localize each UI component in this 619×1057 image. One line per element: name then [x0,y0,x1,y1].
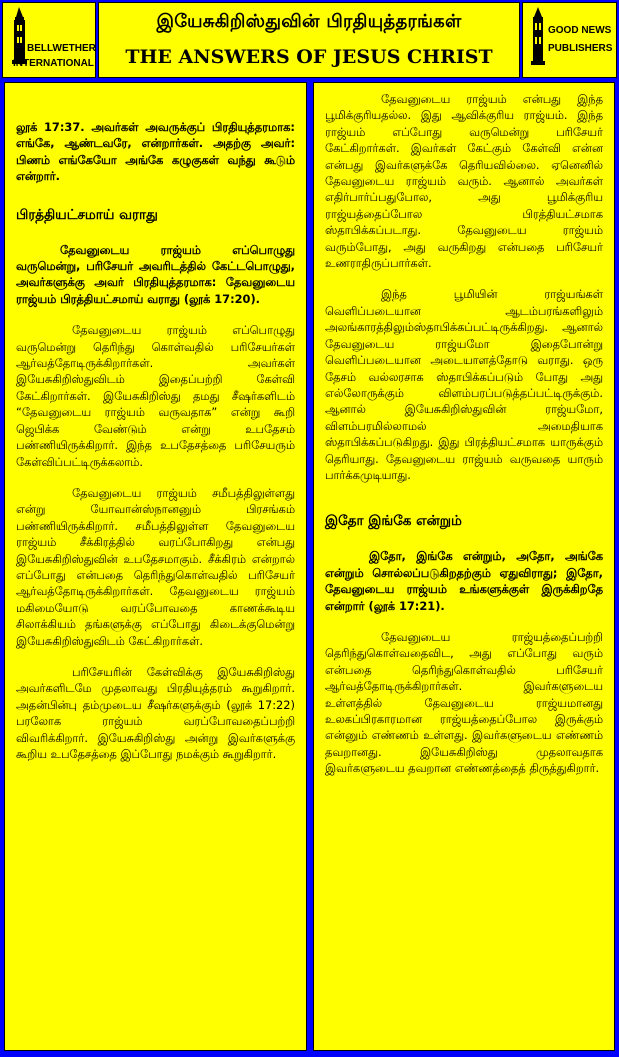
left-column [4,82,307,1051]
right-column [313,82,615,1051]
page-header [0,0,619,80]
title-english: THE ANSWERS OF JESUS CHRIST [125,46,493,68]
title-tamil: இயேசுகிறிஸ்துவின் பிரதியுத்தரங்கள் [156,11,462,32]
title-banner [98,2,520,78]
logo-right-line1: GOOD NEWS [548,25,612,36]
logo-right-line2: PUBLISHERS [548,43,613,54]
logo-left-line1: BELLWETHER [27,43,96,54]
good-news-logo-icon [523,3,618,79]
paragraph: தேவனுடைய ராஜ்யம் எப்பொழுது வருமென்று தெரிந்து கொள்வதில் பரிசேயர்கள் ஆர்வத்தோடிருக்கிறார்கள். அவர்கள் இயேசுகிறிஸ்துவிடம் இதைப்பற்றி கேள்வி கேட்கிறார்கள். இயேசுகிறிஸ்து தமது சீஷர்களிடம் “தேவனுடைய ராஜ்யம் வருவதாக” என்று கூறி ஜெபிக்க வேண்டும் என்று உபதேசம் பண்ணியிருக்கிறார். இந்த உபதேசத்தை பரிசேயரும் கேள்விப்பட்டிருக்கலாம். [16,323,295,469]
paragraph: இந்த பூமியின் ராஜ்யங்கள் வெளிப்படையான ஆடம்பரங்களிலும் அலங்காரத்திலும்ஸ்தாபிக்கப்பட்டிருக்கிறது. ஆனால் தேவனுடைய ராஜ்யமோ இதைபோன்று வெளிப்படையான அடையாளத்தோடு வராது. ஒரு தேசம் வல்லரசாக ஸ்தாபிக்கப்படும் போது அது எல்லோருக்கும் விளம்பரப்படுத்தப்பட்டிருக்கும். ஆனால் இயேசுகிறிஸ்துவின் ராஜ்யமோ, விளம்பரமில்லாமல் அமைதியாக ஸ்தாபிக்கப்படுகிறது. இது பிரத்தியட்சமாக யாருக்கும் தெரியாது. தேவனுடைய ராஜ்யம் வருவதை யாரும் பார்க்கமுடியாது. [325,287,603,482]
paragraph: பரிசேயரின் கேள்விக்கு இயேசுகிறிஸ்து அவர்களிடமே முதலாவது பிரதியுத்தரம் கூறுகிறார். அதன்பின்பு தம்முடைய சீஷர்களுக்கும் (லூக் 17:22) பரலோக ராஜ்யம் வரப்போவதைப்பற்றி விவரிக்கிறார். இயேசுகிறிஸ்து அன்று இவர்களுக்கு கூறிய உபதேசத்தை இப்போது நமக்கும் கூறுகிறார். [16,664,295,761]
verse-luke-17-37: லூக் 17:37. அவர்கள் அவருக்குப் பிரதியுத்தரமாக: எங்கே, ஆண்டவரே, என்றார்கள். அதற்கு அவர்: பிணம் எங்கேயோ அங்கே கழுகுகள் வந்து கூடும் என்றார். [16,120,295,184]
section-heading: இதோ இங்கே என்றும் [325,513,462,530]
paragraph: தேவனுடைய ராஜ்யத்தைப்பற்றி தெரிந்துகொள்வதைவிட, அது எப்போது வரும் என்பதை தெரிந்துகொள்வதில் பரிசேயர் ஆர்வத்தோடிருக்கிறார்கள். இவர்களுடைய உள்ளத்தில் தேவனுடைய ராஜ்யமானது உலகப்பிரகாரமான ராஜ்யத்தைப்போல இருக்கும் என்னும் எண்ணம் உள்ளது. இவர்களுடைய எண்ணம் தவறானது. இயேசுகிறிஸ்து முதலாவதாக இவர்களுடைய தவறான எண்ணத்தைத் திருத்துகிறார். [325,629,603,776]
logo-left-line2: INTERNATIONAL [13,58,94,69]
paragraph: தேவனுடைய ராஜ்யம் என்பது இந்த பூமிக்குரியதல்ல. இது ஆவிக்குரிய ராஜ்யம். இந்த ராஜ்யம் எப்போது வருமென்று பரிசேயர் கேட்கிறார்கள். இவர்கள் கேட்கும் கேள்வி என்ன என்பது இவர்களுக்கே தெரியவில்லை. ஏனெனில் தேவனுடைய ராஜ்யம் வரும். ஆனால் அவர்கள் எதிர்பார்ப்பதுபோல, அது பூமிக்குரிய ராஜ்யத்தைப்போல பிரத்தியட்சமாக ஸ்தாபிக்கப்படாது. தேவனுடைய ராஜ்யம் வரும்போது, அது வருகிறது என்பதை பரிசேயர் உணராதிருப்பார்கள். [325,92,603,271]
verse-luke-17-20: தேவனுடைய ராஜ்யம் எப்பொழுது வருமென்று, பரிசேயர் அவரிடத்தில் கேட்டபொழுது, அவர்களுக்கு அவர் பிரதியுத்தரமாக: தேவனுடைய ராஜ்யம் பிரத்தியட்சமாய் வராது (லூக் 17:20). [16,242,295,306]
paragraph: தேவனுடைய ராஜ்யம் சமீபத்திலுள்ளது என்று யோவான்ஸ்நானனும் பிரசங்கம் பண்ணியிருக்கிறார். சமீபத்திலுள்ள தேவனுடைய ராஜ்யம் சீக்கிரத்தில் வரப்போகிறது என்பது இயேசுகிறிஸ்துவின் உபதேசமாகும். சீக்கிரம் என்றால் எப்போது என்பதை தெரிந்துகொள்வதில் பரிசேயர் ஆர்வத்தோடிருக்கிறார்கள். தேவனுடைய ராஜ்யம் மகிமையோடு வரப்போவதை காணக்கூடிய சிலாக்கியம் தங்களுக்கு எப்போது கிடைக்குமென்று இயேசுகிறிஸ்துவிடம் கேட்கிறார்கள். [16,485,295,648]
section-heading: பிரத்தியட்சமாய் வராது [16,206,158,223]
good-news-logo [522,2,617,78]
bellwether-logo [2,2,96,78]
verse-luke-17-21: இதோ, இங்கே என்றும், அதோ, அங்கே என்றும் சொல்லப்படுகிறதற்கும் ஏதுவிராது; இதோ, தேவனுடைய ராஜ்யம் உங்களுக்குள் இருக்கிறதே என்றார் (லூக் 17:21). [325,549,603,613]
